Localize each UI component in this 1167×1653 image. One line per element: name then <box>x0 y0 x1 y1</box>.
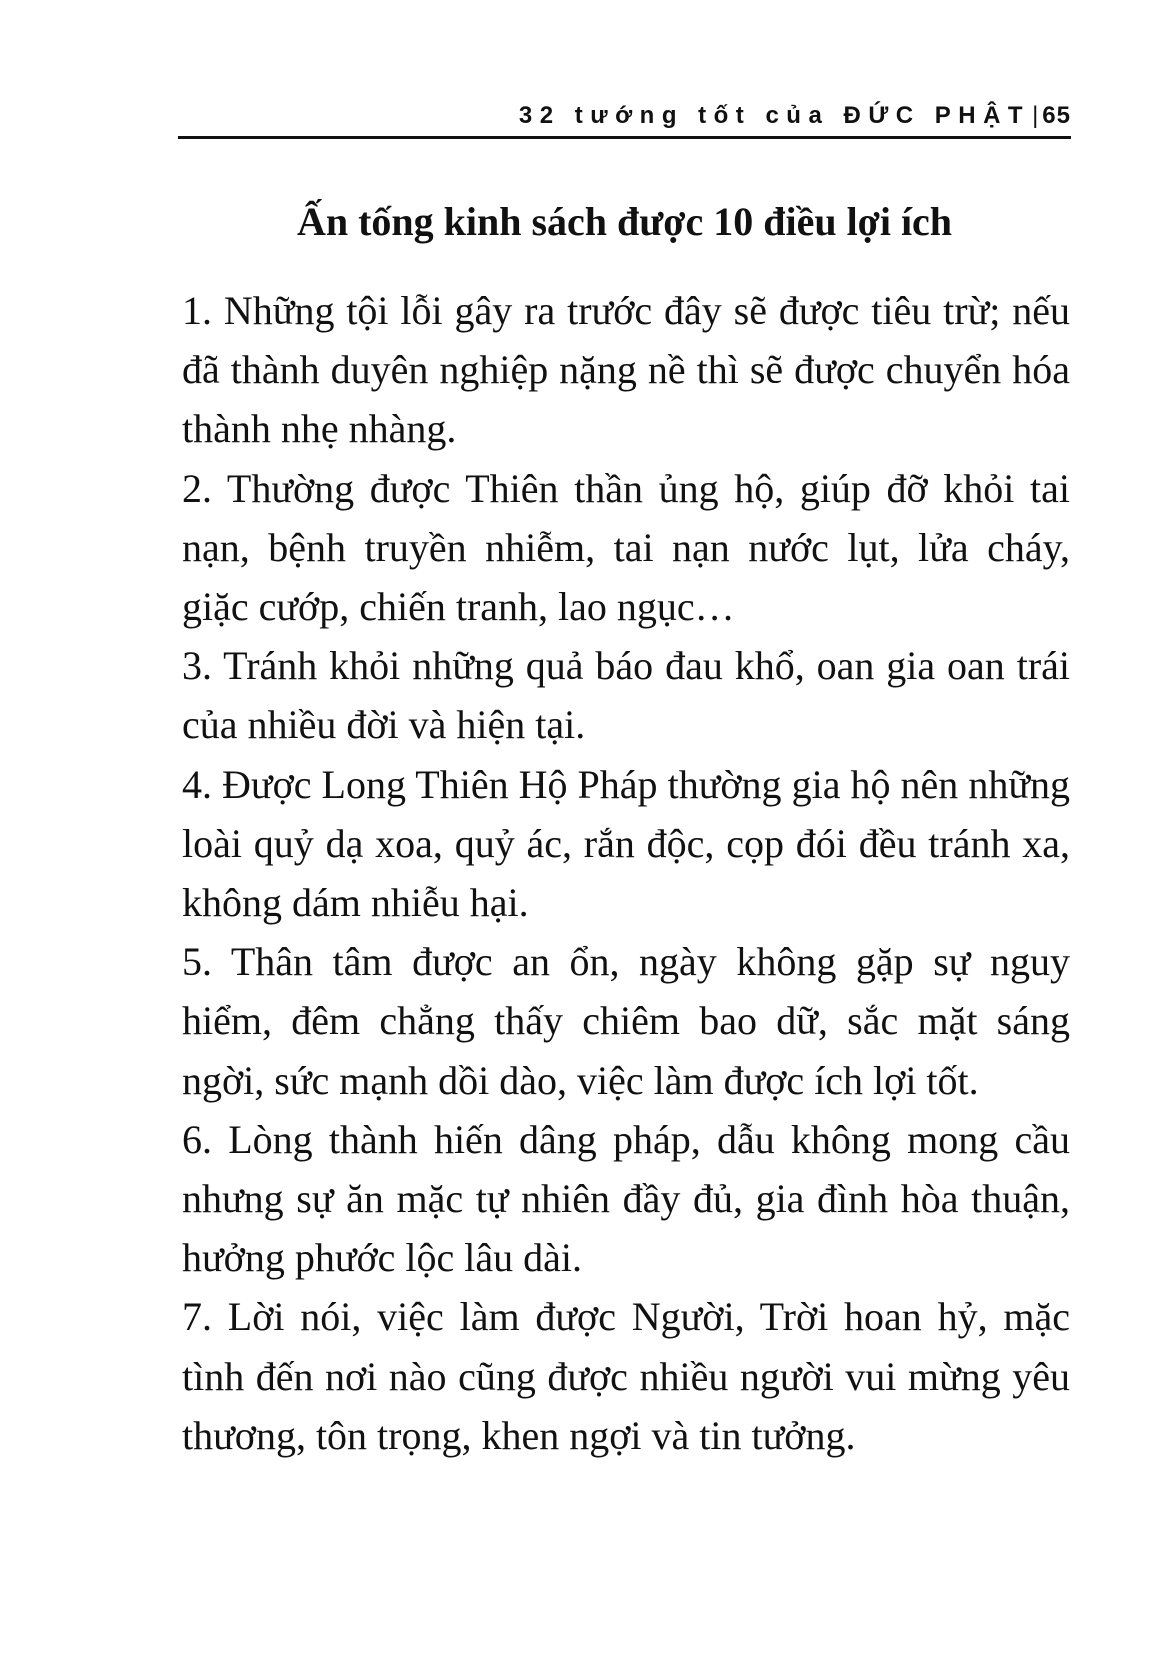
book-title: 32 tướng tốt của ĐỨC PHẬT <box>518 102 1031 129</box>
running-header <box>178 96 1071 139</box>
benefit-item-6: 6. Lòng thành hiến dâng pháp, dẫu không mong cầu nhưng sự ăn mặc tự nhiên đầy đủ, gia đình hòa thuận, hưởng phước lộc lâu dài. <box>182 1116 1070 1281</box>
benefit-item-7: 7. Lời nói, việc làm được Người, Trời hoan hỷ, mặc tình đến nơi nào cũng được nhiều người vui mừng yêu thương, tôn trọng, khen ngợi và tin tưởng. <box>182 1294 1070 1458</box>
benefit-list <box>182 281 1070 1465</box>
page-number: 65 <box>1042 102 1071 129</box>
benefit-item-5: 5. Thân tâm được an ổn, ngày không gặp sự nguy hiểm, đêm chẳng thấy chiêm bao dữ, sắc mặt sáng ngời, sức mạnh dồi dào, việc làm được ích lợi tốt. <box>182 939 1070 1103</box>
benefit-item-2: 2. Thường được Thiên thần ủng hộ, giúp đỡ khỏi tai nạn, bệnh truyền nhiễm, tai nạn nước lụt, lửa cháy, giặc cướp, chiến tranh, lao ngục… <box>182 465 1070 630</box>
header-separator: | <box>1032 102 1039 129</box>
benefit-item-4: 4. Được Long Thiên Hộ Pháp thường gia hộ nên những loài quỷ dạ xoa, quỷ ác, rắn độc, cọp đói đều tránh xa, không dám nhiễu hại. <box>182 761 1070 926</box>
section-title: Ấn tống kinh sách được 10 điều lợi ích <box>296 199 953 244</box>
benefit-item-1: 1. Những tội lỗi gây ra trước đây sẽ được tiêu trừ; nếu đã thành duyên nghiệp nặng nề thì sẽ được chuyển hóa thành nhẹ nhàng. <box>182 288 1070 452</box>
benefit-item-3: 3. Tránh khỏi những quả báo đau khổ, oan gia oan trái của nhiều đời và hiện tại. <box>182 643 1070 748</box>
